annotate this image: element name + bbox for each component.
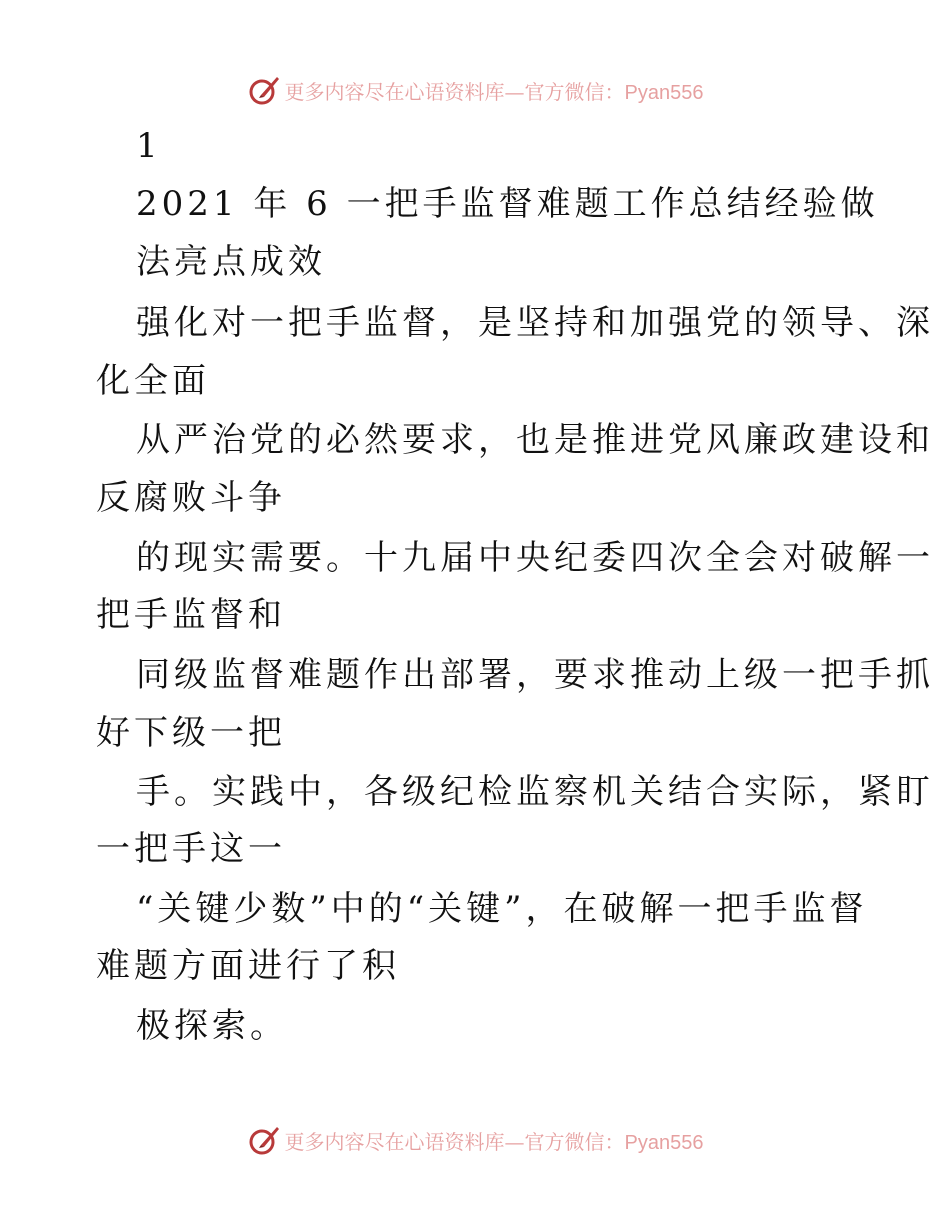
document-title-line-1: 2021 年 6 一把手监督难题工作总结经验做 — [136, 184, 879, 224]
paragraph-line: 手。实践中，各级纪检监察机关结合实际，紧盯 — [136, 772, 934, 812]
paragraph-line: 反腐败斗争 — [96, 478, 286, 518]
paragraph-line: “关键少数”中的“关键”，在破解一把手监督 — [136, 889, 868, 929]
paragraph-line: 从严治党的必然要求，也是推进党风廉政建设和 — [136, 420, 934, 460]
footer-watermark — [0, 1120, 950, 1160]
paragraph-line: 极探索。 — [136, 1006, 288, 1046]
quill-pen-logo-icon — [247, 73, 281, 107]
paragraph-line: 把手监督和 — [96, 595, 286, 635]
watermark-text: 更多内容尽在心语资料库—官方微信：Pyan556 — [284, 1129, 704, 1154]
paragraph-line: 化全面 — [96, 361, 210, 401]
document-title-line-2: 法亮点成效 — [136, 242, 326, 282]
header-watermark — [0, 70, 950, 110]
quill-pen-logo-icon — [247, 1123, 281, 1157]
page-number: 1 — [136, 126, 162, 166]
paragraph-line: 强化对一把手监督，是坚持和加强党的领导、深 — [136, 303, 934, 343]
paragraph-line: 的现实需要。十九届中央纪委四次全会对破解一 — [136, 538, 934, 578]
paragraph-line: 同级监督难题作出部署，要求推动上级一把手抓 — [136, 655, 934, 695]
watermark-text: 更多内容尽在心语资料库—官方微信：Pyan556 — [284, 79, 704, 104]
paragraph-line: 难题方面进行了积 — [96, 946, 400, 986]
paragraph-line: 好下级一把 — [96, 713, 286, 753]
paragraph-line: 一把手这一 — [96, 829, 286, 869]
